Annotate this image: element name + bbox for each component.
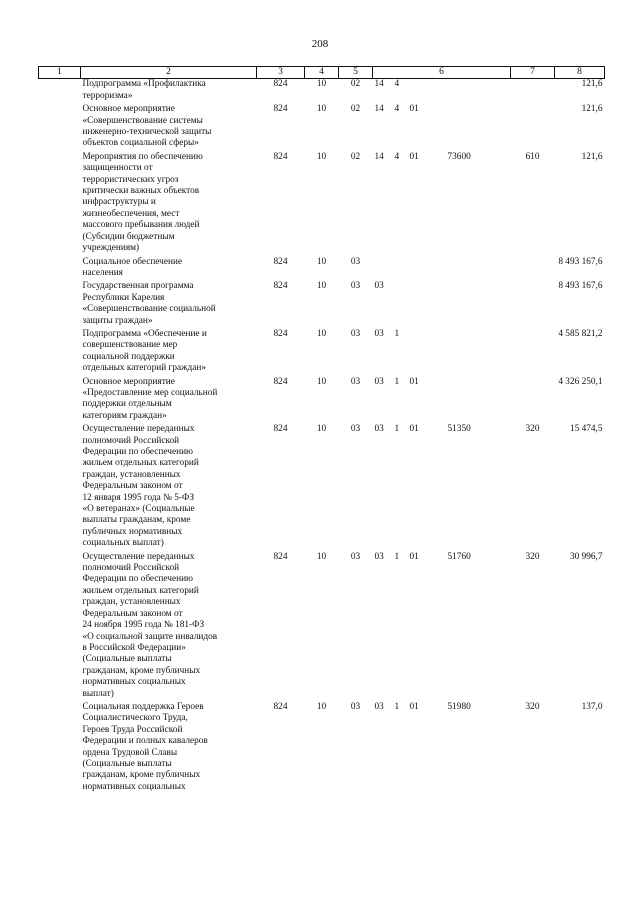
row-name-line: критически важных объектов (82, 186, 200, 197)
activity-code-cell (408, 79, 446, 104)
row-name-line: «О социальной защите инвалидов (82, 631, 218, 642)
direction-code-cell (446, 281, 511, 329)
table-row (39, 281, 605, 329)
row-name-line: полномочий Российской (82, 563, 180, 574)
row-name-line: (Социальные выплаты (82, 654, 172, 665)
row-name-line: защиты граждан» (82, 315, 153, 326)
header-row (39, 67, 605, 79)
row-name-line: жизнеобеспечения, мест (82, 208, 180, 219)
header-col-5: 5 (339, 67, 373, 79)
row-name-line: нормативных социальных (82, 677, 186, 688)
section-code-cell: 10 (316, 424, 327, 435)
expense-type-cell (511, 329, 555, 377)
row-number-cell (39, 152, 81, 257)
activity-code-cell: 01 (409, 701, 419, 712)
section-code-cell: 10 (316, 376, 327, 387)
row-name-line: граждан, установленных (82, 469, 181, 480)
row-name-cell (81, 257, 257, 282)
row-name-line: Мероприятия по обеспечению (82, 151, 203, 162)
section-code-cell: 10 (316, 151, 327, 162)
row-number-cell (39, 281, 81, 329)
activity-code-cell (408, 281, 446, 329)
row-name-line: учреждениям) (82, 243, 140, 254)
row-name-line: «О ветеранах» (Социальные (82, 504, 195, 515)
row-name-line: террористических угроз (82, 174, 179, 185)
row-name-cell (81, 281, 257, 329)
row-name-line: жильем отдельных категорий (82, 458, 199, 469)
row-name-line: (Субсидии бюджетным (82, 231, 175, 242)
subprogram-code-cell: 1 (394, 551, 400, 562)
row-name-line: объектов социальной сферы» (82, 138, 199, 149)
ministry-code-cell: 824 (273, 281, 288, 292)
amount-cell: 121,6 (581, 79, 603, 90)
subprogram-code-cell: 1 (394, 328, 400, 339)
amount-cell: 121,6 (581, 104, 603, 115)
row-name-line: выплат) (82, 688, 114, 699)
row-name-line: Государственная программа (82, 281, 194, 292)
amount-cell: 137,0 (581, 701, 603, 712)
row-name-line: Основное мероприятие (82, 376, 175, 387)
row-name-line: Социальное обеспечение (82, 256, 183, 267)
row-name-line: поддержки отдельным (82, 399, 172, 410)
activity-code-cell (408, 329, 446, 377)
row-number-cell (39, 552, 81, 702)
expense-type-cell (511, 257, 555, 282)
subsection-code-cell: 02 (350, 104, 361, 115)
table-row (39, 79, 605, 104)
row-name-line: 12 января 1995 года № 5-ФЗ (82, 492, 195, 503)
row-name-line: полномочий Российской (82, 435, 180, 446)
ministry-code-cell: 824 (273, 551, 288, 562)
row-name-cell (81, 104, 257, 152)
direction-code-cell: 51350 (447, 424, 471, 435)
program-code-cell: 03 (374, 551, 384, 562)
table-row (39, 702, 605, 795)
row-name-line: Федерации по обеспечению (82, 447, 193, 457)
row-name-line: жильем отдельных категорий (82, 585, 199, 596)
row-name-line: инженерно-технической защиты (82, 127, 212, 138)
subprogram-code-cell: 4 (394, 79, 400, 90)
header-col-7: 7 (511, 67, 555, 79)
program-code-cell: 14 (374, 151, 384, 162)
subsection-code-cell: 03 (350, 376, 361, 387)
section-code-cell: 10 (316, 79, 327, 90)
subsection-code-cell: 03 (350, 281, 361, 292)
section-code-cell: 10 (316, 281, 327, 292)
row-name-cell (81, 552, 257, 702)
row-name-cell (81, 152, 257, 257)
table-body (39, 79, 605, 795)
subprogram-code-cell: 1 (394, 701, 400, 712)
row-name-line: Осуществление переданных (82, 551, 195, 562)
amount-cell: 8 493 167,6 (558, 281, 603, 292)
table-row (39, 424, 605, 551)
header-col-1: 1 (39, 67, 81, 79)
row-name-line: выплаты гражданам, кроме (82, 515, 191, 526)
section-code-cell: 10 (316, 256, 327, 267)
program-code-cell: 03 (374, 701, 384, 712)
ministry-code-cell: 824 (273, 104, 288, 115)
header-col-2: 2 (81, 67, 257, 79)
row-name-line: в Российской Федерации» (82, 642, 186, 653)
row-number-cell (39, 424, 81, 551)
table-row (39, 377, 605, 425)
subprogram-code-cell: 1 (394, 424, 400, 435)
expense-type-cell: 320 (525, 701, 540, 712)
row-name-line: гражданам, кроме публичных (82, 665, 201, 676)
subsection-code-cell: 03 (350, 551, 361, 562)
page-number: 208 (311, 38, 329, 50)
row-name-line: Республики Карелия (82, 292, 165, 303)
program-code-cell: 03 (374, 376, 384, 387)
row-name-line: Федерации по обеспечению (82, 574, 193, 585)
amount-cell: 4 585 821,2 (558, 328, 603, 339)
direction-code-cell: 51760 (447, 551, 471, 562)
row-name-line: Федеральным законом от (82, 481, 183, 492)
subprogram-code-cell (393, 281, 408, 329)
amount-cell: 121,6 (581, 151, 603, 162)
activity-code-cell: 01 (409, 104, 419, 115)
activity-code-cell: 01 (409, 551, 419, 562)
row-name-line: совершенствование мер (82, 340, 178, 351)
subsection-code-cell: 03 (350, 328, 361, 339)
section-code-cell: 10 (316, 104, 327, 115)
expense-type-cell: 320 (525, 551, 540, 562)
expense-type-cell: 320 (525, 424, 540, 435)
program-code-cell: 03 (374, 281, 384, 292)
row-name-line: Социалистического Труда, (82, 713, 188, 724)
table-row (39, 152, 605, 257)
row-name-line: «Предоставление мер социальной (82, 387, 218, 398)
row-name-line: массового пребывания людей (82, 220, 200, 231)
row-name-line: Основное мероприятие (82, 104, 175, 115)
section-code-cell: 10 (316, 328, 327, 339)
row-name-line: ордена Трудовой Славы (82, 747, 178, 758)
program-code-cell: 03 (374, 328, 384, 339)
row-name-line: социальной поддержки (82, 351, 175, 362)
row-name-line: терроризма» (82, 90, 133, 101)
expense-type-cell (511, 377, 555, 425)
row-name-cell (81, 79, 257, 104)
row-name-line: публичных нормативных (82, 526, 183, 537)
program-code-cell: 14 (374, 79, 384, 90)
section-code-cell: 10 (316, 701, 327, 712)
row-name-cell (81, 424, 257, 551)
header-col-3: 3 (257, 67, 305, 79)
direction-code-cell (446, 329, 511, 377)
subsection-code-cell: 03 (350, 424, 361, 435)
table-row (39, 552, 605, 702)
ministry-code-cell: 824 (273, 701, 288, 712)
row-number-cell (39, 257, 81, 282)
table-row (39, 104, 605, 152)
row-name-line: населения (82, 267, 123, 278)
amount-cell: 30 996,7 (569, 551, 603, 562)
row-name-line: отдельных категорий граждан» (82, 363, 206, 374)
row-name-cell (81, 377, 257, 425)
direction-code-cell (446, 377, 511, 425)
ministry-code-cell: 824 (273, 151, 288, 162)
ministry-code-cell: 824 (273, 256, 288, 267)
ministry-code-cell: 824 (273, 79, 288, 90)
header-col-6: 6 (373, 67, 511, 79)
direction-code-cell (446, 79, 511, 104)
direction-code-cell: 51980 (447, 701, 471, 712)
direction-code-cell (446, 104, 511, 152)
row-name-line: «Совершенствование системы (82, 115, 203, 126)
row-number-cell (39, 79, 81, 104)
row-name-line: (Социальные выплаты (82, 758, 172, 769)
budget-table (38, 66, 605, 795)
row-name-line: Героев Труда Российской (82, 724, 183, 735)
row-name-line: «Совершенствование социальной (82, 304, 216, 315)
activity-code-cell: 01 (409, 376, 419, 387)
program-code-cell (373, 257, 393, 282)
section-code-cell: 10 (316, 551, 327, 562)
activity-code-cell: 01 (409, 151, 419, 162)
expense-type-cell: 610 (525, 151, 540, 162)
direction-code-cell: 73600 (447, 151, 471, 162)
table-row (39, 257, 605, 282)
ministry-code-cell: 824 (273, 424, 288, 435)
row-name-line: Осуществление переданных (82, 424, 195, 435)
subprogram-code-cell: 1 (394, 376, 400, 387)
header-col-4: 4 (305, 67, 339, 79)
row-name-cell (81, 702, 257, 795)
direction-code-cell (446, 257, 511, 282)
program-code-cell: 03 (374, 424, 384, 435)
subsection-code-cell: 02 (350, 79, 361, 90)
row-name-line: граждан, установленных (82, 597, 181, 608)
expense-type-cell (511, 281, 555, 329)
amount-cell: 4 326 250,1 (558, 376, 603, 387)
row-name-line: Федеральным законом от (82, 608, 183, 619)
header-col-8: 8 (555, 67, 605, 79)
row-name-cell (81, 329, 257, 377)
row-name-line: Федерации и полных кавалеров (82, 736, 208, 747)
amount-cell: 15 474,5 (569, 424, 603, 435)
activity-code-cell: 01 (409, 424, 419, 435)
ministry-code-cell: 824 (273, 376, 288, 387)
row-number-cell (39, 329, 81, 377)
row-name-line: Подпрограмма «Профилактика (82, 79, 206, 90)
row-name-line: Подпрограмма «Обеспечение и (82, 328, 207, 339)
subsection-code-cell: 03 (350, 256, 361, 267)
subsection-code-cell: 02 (350, 151, 361, 162)
amount-cell: 8 493 167,6 (558, 256, 603, 267)
row-number-cell (39, 104, 81, 152)
activity-code-cell (408, 257, 446, 282)
row-name-line: Социальная поддержка Героев (82, 701, 204, 712)
program-code-cell: 14 (374, 104, 384, 115)
subsection-code-cell: 03 (350, 701, 361, 712)
row-name-line: нормативных социальных (82, 781, 186, 792)
row-number-cell (39, 377, 81, 425)
subprogram-code-cell: 4 (394, 151, 400, 162)
subprogram-code-cell: 4 (394, 104, 400, 115)
row-name-line: гражданам, кроме публичных (82, 770, 201, 781)
row-name-line: категориям граждан» (82, 410, 167, 421)
row-name-line: защищенности от (82, 163, 153, 174)
row-name-line: 24 ноября 1995 года № 181-ФЗ (82, 620, 205, 631)
ministry-code-cell: 824 (273, 328, 288, 339)
table-row (39, 329, 605, 377)
row-name-line: инфраструктуры и (82, 197, 156, 208)
row-name-line: социальных выплат) (82, 538, 164, 549)
expense-type-cell (511, 79, 555, 104)
expense-type-cell (511, 104, 555, 152)
row-number-cell (39, 702, 81, 795)
subprogram-code-cell (393, 257, 408, 282)
